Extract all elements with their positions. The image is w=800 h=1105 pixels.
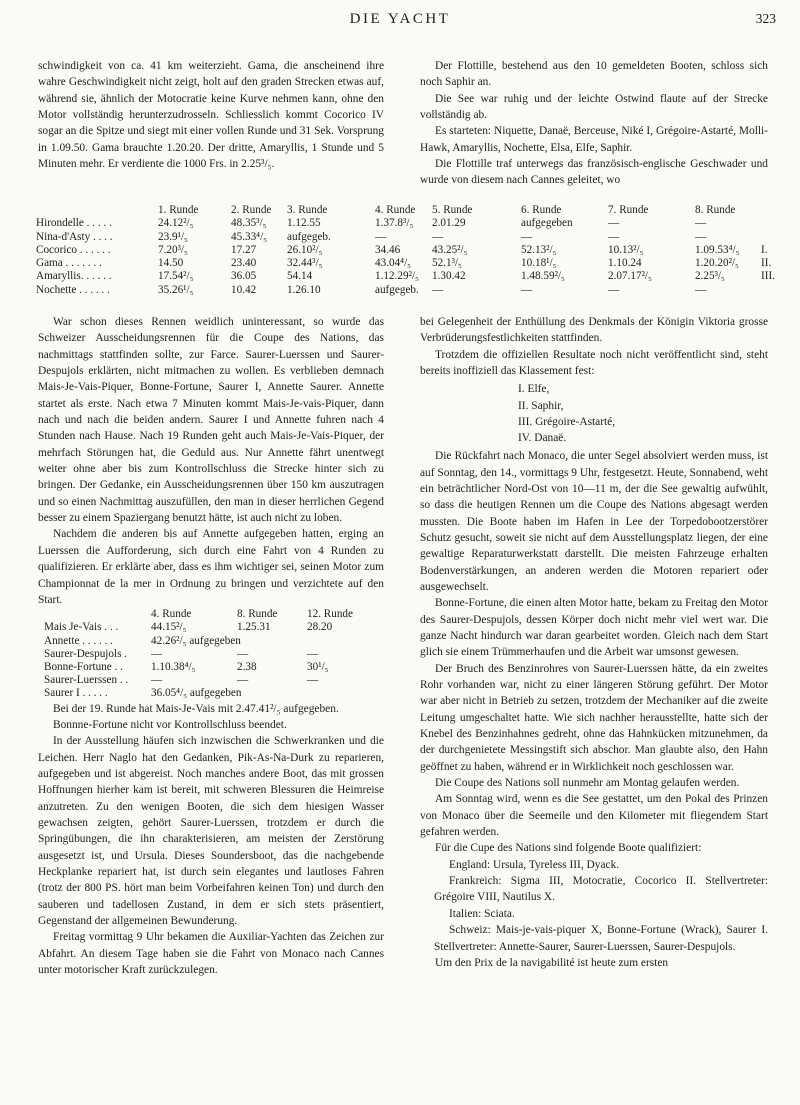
left-lower-column [38,314,384,978]
table-cell: 23.40 [231,257,257,270]
column-header: 7. Runde [608,204,649,216]
paragraph: Es starteten: Niquette, Danaë, Berceuse, Niké I, Grégoire-Astarté, Molli-Hawk, Amaryllis, Nochette, Elsa, Elfe, Saphir. [420,125,768,154]
table-cell: 17.54²/₅ [158,270,194,283]
column-header: 4. Runde [151,608,192,621]
paragraph: Bonnne-Fortune nicht vor Kontrollschluss beendet. [53,718,287,731]
table-row [36,231,778,244]
table-cell: 14.50 [158,257,184,270]
paragraph: Die Flottille traf unterwegs das französisch-englische Geschwader und wurde von diesem nach Cannes geleitet, wo [420,158,768,187]
race-results-table [36,204,778,297]
table-cell: 1.10.24 [608,257,642,270]
table-header-row [36,204,778,217]
qualified-entry: England: Ursula, Tyreless III, Dyack. [449,858,620,871]
boat-name: Amaryllis. . . . . . [36,270,112,283]
table-cell: — [432,230,444,243]
column-header: 8. Runde [237,608,278,621]
table-cell: 24.12²/₅ [158,217,194,230]
paragraph: Freitag vormittag 9 Uhr bekamen die Auxiliar-Yachten das Zeichen zur Abfahrt. An diesem Tage haben sie die Fahrt von Monaco nach Cannes unter motorischer Kraft zurückzulegen. [38,931,384,977]
table-row [44,621,367,634]
table-row [36,284,778,297]
right-lower-column [420,314,768,971]
table-cell: — [307,647,319,660]
table-cell: 2.07.17²/₅ [608,270,652,283]
table-cell: 10.13²/₅ [608,243,644,256]
table-cell: 30¹/₅ [307,661,329,673]
table-cell: 34.46 [375,243,401,256]
table-row [44,635,367,648]
table-cell: — [521,283,533,296]
paragraph: Die Coupe des Nations soll nunmehr am Montag gelaufen werden. [435,777,740,790]
list-item: II. Saphir, [518,399,564,412]
running-title: DIE YACHT [349,11,451,27]
left-top-text [38,58,384,172]
boat-name: Hirondelle . . . . . [36,217,112,230]
table-cell: 43.04⁴/₅ [375,257,412,270]
table-cell: — [608,283,620,296]
boat-name: Saurer-Despujols . [44,647,128,660]
boat-name: Gama . . . . . . . [36,257,102,270]
column-header: 2. Runde [231,204,272,216]
table-row [44,674,367,687]
table-row [36,257,778,270]
boat-name: Bonne-Fortune . . [44,661,123,673]
table-cell: 10.42 [231,283,257,296]
qualified-entry: Frankreich: Sigma III, Motocratie, Cocorico II. Stellvertreter: Grégoire VIII, Nautilus X. [434,875,768,904]
table-cell: 43.25²/₅ [432,243,468,256]
boat-name: Saurer-Luerssen . . [44,674,129,687]
table-cell: 1.10.38⁴/₅ [151,661,196,673]
table-cell: 1.26.10 [287,283,321,296]
table-cell: — [151,647,163,660]
table-header-row [44,608,367,621]
table-row [36,217,778,230]
table-row [44,687,367,700]
table-cell: — [307,674,319,687]
table-cell: 1.12.29²/₅ [375,270,419,283]
qualification-table [44,608,367,700]
table-cell: aufgegeb. [375,283,419,296]
column-header: 3. Runde [287,204,328,216]
table-cell: — [237,674,249,687]
table-cell: 36.05 [231,270,257,283]
column-header: 12. Runde [307,608,353,621]
column-header: 8. Runde [695,204,736,216]
paragraph: Für die Cupe des Nations sind folgende Boote qualifiziert: [435,842,702,855]
list-item: III. Grégoire-Astarté, [518,415,616,428]
page-number: 323 [755,11,776,26]
table-row [44,648,367,661]
paragraph: bei Gelegenheit der Enthüllung des Denkmals der Königin Viktoria grosse Verbrüderungsfestlichkeiten stattfinden. [420,316,768,345]
paragraph: Die Rückfahrt nach Monaco, die unter Segel absolviert werden muss, ist auf Sonntag, den 14., vormittags 9 Uhr, festgesetzt. Heute, Sonnabend, weht ein beträchtlicher Nord-Ost von 10—11 m, der die See gewaltig aufwühlt, so dass die heutigen Rennen um die Coupe des Nations abgesagt werden mussten. Die Boote haben im Hafen in Lee der Torpedobootzerstörer Schutz gesucht, soweit sie nicht auf dem Ausstellungsplatz liegen, der eine gewaltige Reparaturwerkstatt darstellt. Die meisten Fahrzeuge erhalten Bodenverstärkungen, an anderen werden die Motoren repariert oder ausgewechselt. [420,450,768,593]
table-cell: aufgegeb. [287,230,331,243]
rank-cell: III. [761,270,775,283]
table-cell: 32.44³/₅ [287,257,323,270]
table-cell: 2.38 [237,661,257,673]
table-cell: 7.20³/₅ [158,243,188,256]
table-row [36,244,778,257]
rank-cell [761,284,778,297]
table-cell: 52.13²/₅ [521,243,557,256]
table-cell: 52.1³/₅ [432,257,462,270]
table-cell: — [375,230,387,243]
table-cell: 2.01.29 [432,217,466,230]
right-top-text [420,58,768,189]
paragraph: schwindigkeit von ca. 41 km weiterzieht. Gama, die anscheinend ihre wahre Geschwindigkeit nicht zeigt, holt auf den graden Strecken etwas auf, während sie, ähnlich der Motocratie keine Kurve nehmen kann, ohne den Motor vollständig herunterzudrosseln. Schliesslich kommt Cocorico IV sogar an die Spitze und siegt mit einer vollen Runde und 31 Sek. Vorsprung in 1.09.50. Gama brauchte 1.20.20. Der dritte, Amaryllis, 1 Stunde und 5 Minuten mehr. Er verdiente die 1000 Frs. in 2.25³/₅. [38,60,384,171]
table-cell: 1.30.42 [432,270,466,283]
column-header: 4. Runde [375,204,416,216]
table-cell: 54.14 [287,270,313,283]
paragraph: Bei der 19. Runde hat Mais-Je-Vais mit 2.47.41²/₅ aufgegeben. [53,702,339,715]
table-cell: 35.26¹/₅ [158,283,194,296]
rank-cell [761,231,778,244]
list-item: IV. Danaë. [518,431,567,444]
paragraph: Der Flottille, bestehend aus den 10 gemeldeten Booten, schloss sich noch Saphir an. [420,60,768,89]
table-cell: 1.48.59²/₅ [521,270,565,283]
table-cell: 1.20.20²/₅ [695,257,739,270]
table-cell: 10.18¹/₅ [521,257,557,270]
column-header: 5. Runde [432,204,473,216]
table-cell: — [151,674,163,687]
table-cell: 1.25.31 [237,621,271,634]
paragraph: War schon dieses Rennen weidlich uninteressant, so wurde das Schweizer Ausscheidungsrennen für die Coupe des Nations, das nachmittags stattfinden sollte, zur Farce. Saurer-Luerssen und Saurer-Despujols erklärten, nicht mitmachen zu wollen. Es verblieben demnach Mais-Je-Vais-Piquer, Bonne-Fortune, Saurer I, Annette Saurer. Annette startet als erste. Nach etwa 7 Minuten kommt Mais-Je-vais-Piquer, dann nach und nach die beiden andern. Saurer I und Annette fuhren nach 4 Stunden nach Hause. Nach 19 Runden geht auch Mais-Je-Vais-Piquer, der mehrfach Störungen hat, die Geduld aus. Nur Annette fährt unentwegt weiter ohne aber bis zum Kontrollschluss die Strecke hinter sich zu bringen. Der Gedanke, ein Ausscheidungsrennen über 150 km auszutragen und so einen Nachmittag auszufüllen, den man in dieser herrlichen Gegend besser zu einem Spaziergang benutzt hätte, ist auch nicht zu loben. [38,316,384,525]
paragraph: In der Ausstellung häufen sich inzwischen die Schwerkranken und die Leichen. Herr Naglo hat den Gedanken, Pik-As-Na-Durk zu reparieren, aufgegeben und ist abgereist. Noch manches andere Boot, das mit grossen Hoffnungen hierher kam ist bereit, mit schweren Blessuren die Heimreise anzutreten. Zu den wenigen Booten, die sich dem hiesigen Wasser gewachsen zeigten, gehört Saurer-Luerssen, trotzdem er durch die Springübungen, die ihn charakterisieren, am meisten der Zerstörung ausgesetzt ist, und Ursula. Dieses Soundersboot, das die nachgebende Heckplanke repariert hat, ist durch sein elegantes und lautloses Fahren (trotz der 800 PS. hört man beim Vorbeifahren keinen Ton) und durch den sauberen und tadellosen Zustand, in dem er sich stets präsentiert, Gegenstand der allgemeinen Bewunderung. [38,735,384,928]
qualified-entry: Schweiz: Mais-je-vais-piquer X, Bonne-Fortune (Wrack), Saurer I. Stellvertreter: Annette-Saurer, Saurer-Luerssen, Saurer-Despujols. [434,924,768,953]
table-cell: 28.20 [307,621,333,634]
boat-name: Nochette . . . . . . [36,283,110,296]
table-cell: — [521,230,533,243]
column-header: 1. Runde [158,204,199,216]
table-cell: 1.09.53⁴/₅ [695,243,740,256]
page-header [0,11,800,35]
paragraph: Die See war ruhig und der leichte Ostwind flaute auf der Strecke vollständig ab. [420,92,768,122]
table-cell: 44.15²/₅ [151,621,187,634]
table-cell: aufgegeben [521,217,573,230]
boat-name: Mais Je-Vais . . . [44,621,119,634]
table-cell: 48.35³/₅ [231,217,267,230]
boat-name: Annette . . . . . . [44,634,113,647]
paragraph: Der Bruch des Benzinrohres von Saurer-Luerssen hätte, da ein zweites Rohr vorhanden war, nicht zu einer längeren Störung geführt. Der Motor war aber nicht in Betrieb zu setzen, trotzdem der Mechaniker auf die zweite Leitung umgeschaltet hatte. Wie sich nachher herausstellte, hatte sich der Knebel des Benzinhahnes gedreht, ohne das Hahnkücken mitzunehmen, da der durchgenietete Messingstift sich abschor. Man glaubte also, den Hahn geöffnet zu haben, während er in Wirklichkeit noch geschlossen war. [420,662,768,773]
boat-name: Saurer I . . . . . [44,687,108,700]
ranking-list [420,381,768,446]
table-cell: — [695,283,707,296]
table-cell: — [608,217,620,230]
qualified-entry: Italien: Sciata. [449,907,515,920]
paragraph: Am Sonntag wird, wenn es die See gestattet, um den Pokal des Prinzen von Monaco über die Seemeile und den Kilometer mit fliegendem Start gefahren werden. [420,793,768,839]
rank-cell: II. [761,257,772,270]
boat-name: Nina-d'Asty . . . . [36,230,113,243]
table-cell: — [237,647,249,660]
paragraph: Trotzdem die offiziellen Resultate noch nicht veröffentlicht sind, steht bereits inoffiziell das Klassement fest: [420,348,768,378]
boat-name: Cocorico . . . . . . [36,243,111,256]
table-cell: — [608,230,620,243]
rank-cell [761,217,778,230]
table-cell: 17.27 [231,243,257,256]
table-row [44,661,367,674]
table-cell: 23.9¹/₅ [158,230,188,243]
table-cell: — [695,217,707,230]
list-item: I. Elfe, [518,383,550,396]
paragraph: Bonne-Fortune, die einen alten Motor hatte, bekam zu Freitag den Motor des Saurer-Despujols, dessen Körper doch nicht mehr viel wert war. Die ganze Nacht hindurch war daran gearbeitet worden. Gleich nach dem Start glich sie einem Trümmerhaufen und die Arbeit war umsonst gewesen. [420,597,768,659]
paragraph: Nachdem die anderen bis auf Annette aufgegeben hatten, erging an Luerssen die Aufforderung, sich durch eine Fahrt von 4 Runden zu qualifizieren. Er erklärte aber, dass es ihm wichtiger sei, seinen Motor zum Championnat de la mer in Ordnung zu bringen und verzichtete auf den Start. [38,528,384,606]
column-header: 6. Runde [521,204,562,216]
rank-cell: I. [761,243,768,256]
table-cell: 1.37.8³/₅ [375,217,414,230]
table-cell: 45.33⁴/₅ [231,230,268,243]
table-row [36,270,778,283]
table-cell: 2.25³/₅ [695,270,725,283]
table-cell: — [695,230,707,243]
table-cell: 26.10²/₅ [287,243,323,256]
paragraph: Um den Prix de la navigabilité ist heute zum ersten [435,956,669,969]
table-cell: 42.26²/₅ aufgegeben [151,634,241,647]
table-cell: 1.12.55 [287,217,321,230]
table-cell: — [432,283,444,296]
table-cell: 36.05⁴/₅ aufgegeben [151,687,242,700]
